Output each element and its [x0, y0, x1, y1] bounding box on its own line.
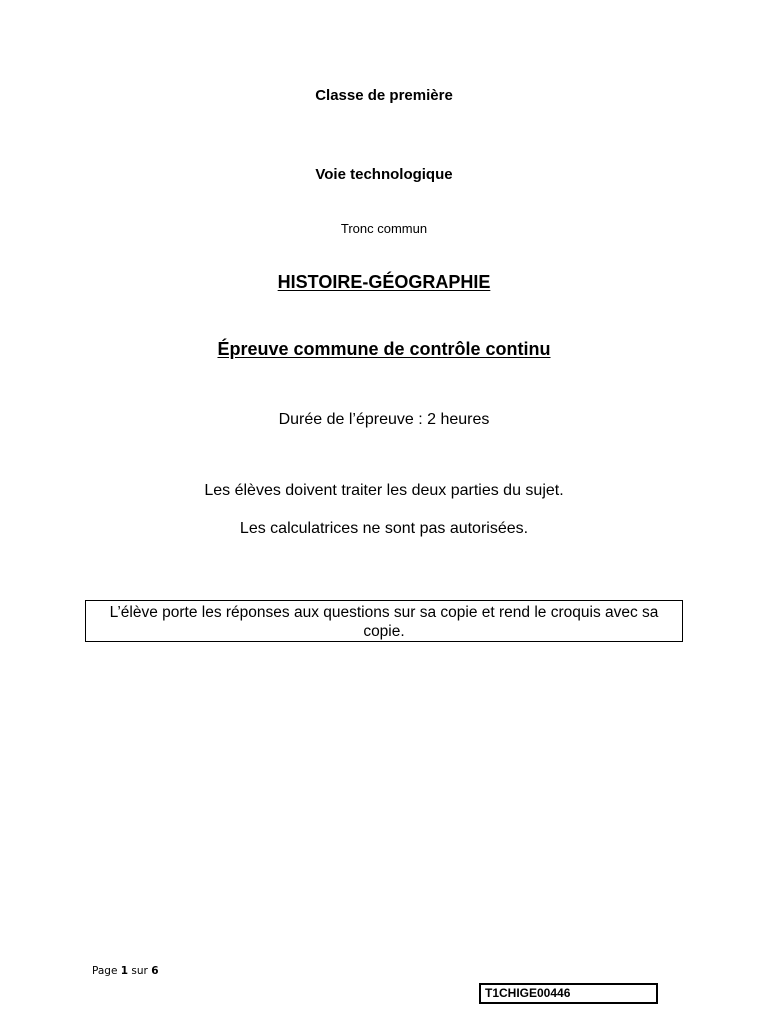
- answer-notice-text: L’élève porte les réponses aux questions sur sa copie et rend le croquis avec sa copie.: [109, 604, 659, 640]
- track-label: Voie technologique: [315, 166, 453, 183]
- class-level: Classe de première: [315, 87, 453, 104]
- exam-title: Épreuve commune de contrôle continu: [217, 339, 551, 359]
- subject-code-box: [479, 983, 658, 1004]
- page-separator: sur: [128, 965, 152, 977]
- page-total: 6: [151, 965, 159, 977]
- page-current: 1: [120, 965, 129, 977]
- page-number: [92, 965, 159, 977]
- answer-notice-box: [85, 600, 683, 642]
- common-core-label: Tronc commun: [340, 221, 428, 236]
- page-prefix: Page: [92, 965, 121, 977]
- subject-code: T1CHIGE00446: [485, 986, 571, 1000]
- instruction-calculators: Les calculatrices ne sont pas autorisées.: [239, 520, 529, 537]
- subject-title: HISTOIRE-GÉOGRAPHIE: [277, 272, 491, 292]
- exam-duration: Durée de l’épreuve : 2 heures: [278, 411, 490, 428]
- instruction-parts: Les élèves doivent traiter les deux parties du sujet.: [204, 482, 564, 499]
